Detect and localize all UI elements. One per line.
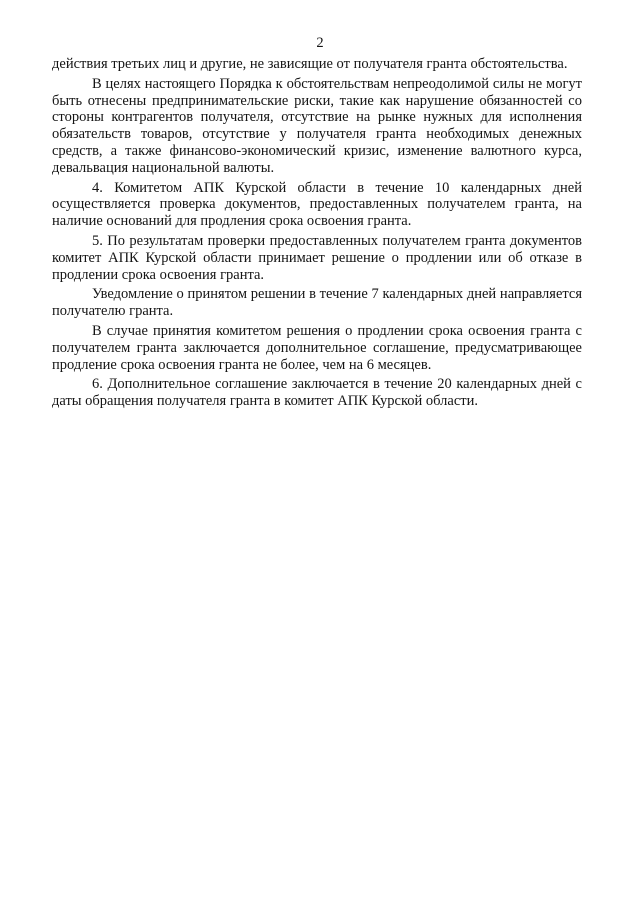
paragraph-item-6: 6. Дополнительное соглашение заключается в течение 20 календарных дней с даты обращения получателя гранта в комитет АПК Курской области. [52, 376, 582, 410]
paragraph-agreement: В случае принятия комитетом решения о продлении срока освоения гранта с получателем гранта заключается дополнительное соглашение, предусматривающее продление срока освоения гранта не более, чем на 6 месяцев. [52, 322, 582, 373]
paragraph-item-4: 4. Комитетом АПК Курской области в течение 10 календарных дней осуществляется проверка документов, предоставленных получателем гранта, на наличие оснований для продления срока освоения гранта. [52, 179, 582, 230]
paragraph-item-5: 5. По результатам проверки предоставленных получателем гранта документов комитет АПК Курской области принимает решение о продлении или об отказе в продлении срока освоения гранта. [52, 232, 582, 283]
paragraph-force-majeure: В целях настоящего Порядка к обстоятельствам непреодолимой силы не могут быть отнесены предпринимательские риски, такие как нарушение обязанностей со стороны контрагентов получателя, отсутствие на рынке нужных для исполнения обязательств товаров, отсутствие у получателя гранта необходимых денежных средств, а также финансово-экономический кризис, изменение валютного курса, девальвация национальной валюты. [52, 75, 582, 176]
paragraph-notification: Уведомление о принятом решении в течение 7 календарных дней направляется получателю гранта. [52, 286, 582, 320]
page-number: 2 [316, 35, 324, 51]
paragraph-continuation: действия третьих лиц и другие, не зависящие от получателя гранта обстоятельства. [52, 56, 568, 72]
document-body [52, 56, 582, 413]
